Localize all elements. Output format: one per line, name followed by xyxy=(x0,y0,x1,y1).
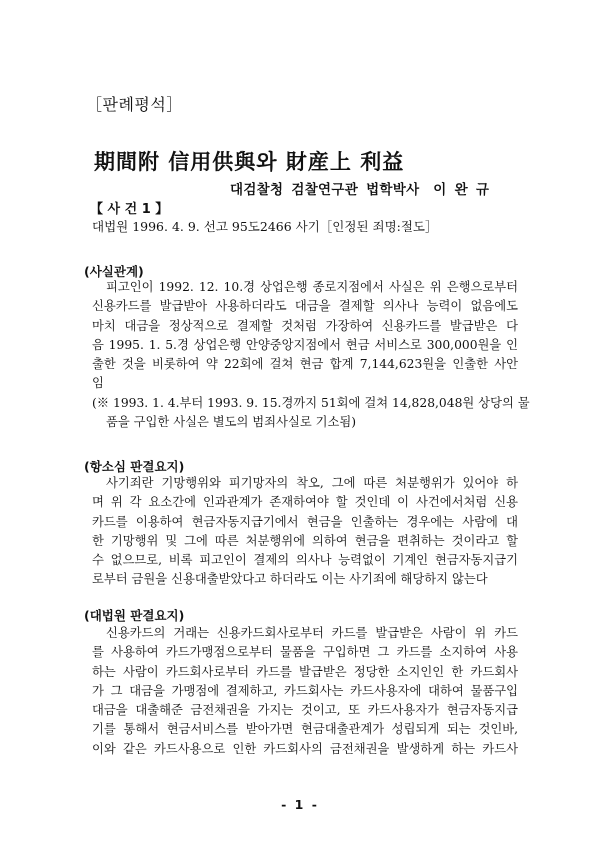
facts-heading: (사실관계) xyxy=(84,264,144,279)
supreme-heading: (대법원 판결요지) xyxy=(84,608,185,623)
appeal-paragraph xyxy=(92,474,518,590)
facts-line: 임 xyxy=(92,376,104,391)
facts-paragraph xyxy=(92,278,518,394)
facts-line: 피고인이 1992. 12. 10.경 상업은행 종로지점에서 사실은 위 은행으로부터 xyxy=(106,280,518,294)
supreme-line: 대금을 대출해준 금전채권을 가지는 것이고, 또 카드사용자가 현금자동지급 xyxy=(92,703,518,718)
supreme-line: 신용카드의 거래는 신용카드회사로부터 카드를 발급받은 사람이 위 카드 xyxy=(106,626,518,640)
note-line: (※ 1993. 1. 4.부터 1993. 9. 15.경까지 51회에 걸쳐 14,828,048원 상당의 물 xyxy=(92,396,530,410)
appeal-line: 한 기망행위 및 그에 따른 처분행위에 의하여 현금을 편취하는 것이라고 할 xyxy=(92,533,518,548)
appeal-line: 카드를 이용하여 현금자동지급기에서 현금을 인출하는 경우에는 사람에 대 xyxy=(92,514,518,529)
supreme-paragraph xyxy=(92,624,518,759)
appeal-line: 사기죄란 기망행위와 피기망자의 착오, 그에 따른 처분행위가 있어야 하 xyxy=(106,476,518,490)
article-title: 期間附 信用供與와 財産上 利益 xyxy=(94,149,405,174)
appeal-line: 로부터 금원을 신용대출받았다고 하더라도 이는 사기죄에 해당하지 않는다 xyxy=(92,572,488,587)
facts-line: 마치 대금을 정상적으로 결제할 것처럼 가장하여 신용카드를 발급받은 다 xyxy=(92,318,518,333)
supreme-line: 를 사용하여 카드가맹점으로부터 물품을 구입하면 그 카드를 소지하여 사용 xyxy=(92,645,518,660)
page-number: - 1 - xyxy=(281,797,319,812)
case-reference: 대법원 1996. 4. 9. 선고 95도2466 사기［인정된 죄명:절도］ xyxy=(92,219,438,234)
article-category: ［판례평석］ xyxy=(86,95,183,114)
facts-line: 출한 것을 비롯하여 약 22회에 걸쳐 현금 합계 7,144,623원을 인출한 사안 xyxy=(92,357,518,372)
author-line: 대검찰청 검찰연구관 법학박사 이 완 규 xyxy=(230,182,490,198)
note-line: 품을 구입한 사실은 별도의 범죄사실로 기소됨) xyxy=(106,415,357,430)
appeal-line: 며 위 각 요소간에 인과관계가 존재하여야 할 것인데 이 사건에서처럼 신용 xyxy=(92,495,518,510)
case-label: 【 사 건 1 】 xyxy=(90,202,169,217)
facts-note xyxy=(92,394,530,433)
supreme-line: 하는 사람이 카드회사로부터 카드를 발급받은 정당한 소지인인 한 카드회사 xyxy=(92,664,518,679)
supreme-line: 기를 통해서 현금서비스를 받아가면 현금대출관계가 성립되게 되는 것인바, xyxy=(92,722,518,737)
appeal-line: 수 없으므로, 비록 피고인이 결제의 의사나 능력없이 기계인 현금자동지급기 xyxy=(92,553,518,568)
facts-line: 음 1995. 1. 5.경 상업은행 안양중앙지점에서 현금 서비스로 300,000원을 인 xyxy=(92,337,518,352)
appeal-heading: (항소심 판결요지) xyxy=(84,459,185,474)
facts-line: 신용카드를 발급받아 사용하더라도 대금을 결제할 의사나 능력이 없음에도 xyxy=(92,299,518,314)
supreme-line: 가 그 대금을 가맹점에 결제하고, 카드회사는 카드사용자에 대하여 물품구입 xyxy=(92,683,518,698)
supreme-line: 이와 같은 카드사용으로 인한 카드회사의 금전채권을 발생하게 하는 카드사 xyxy=(92,741,518,756)
